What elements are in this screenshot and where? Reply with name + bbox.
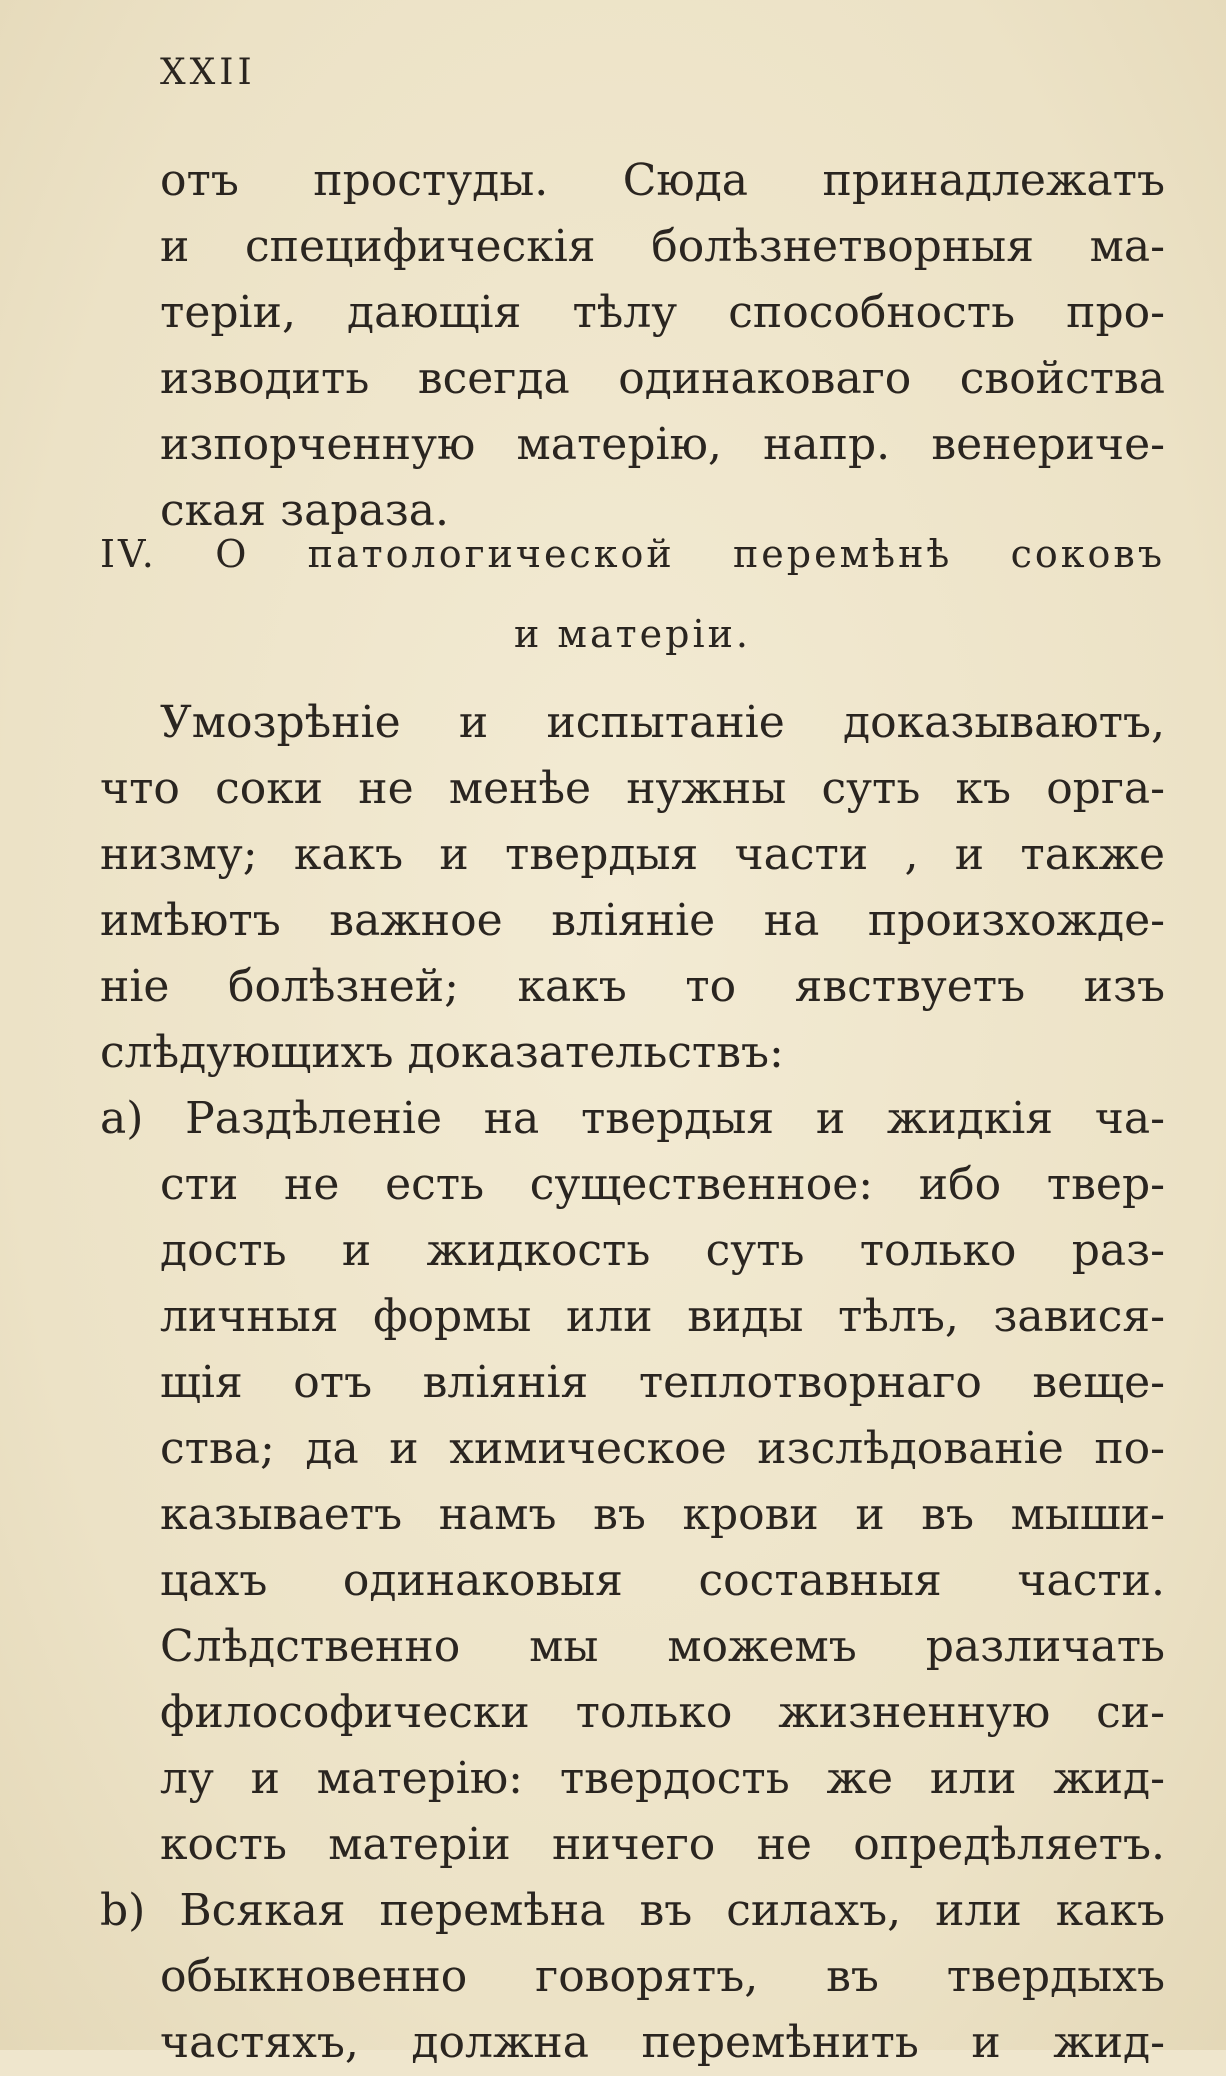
- text-line: частяхъ, должна перемѣнить и жид-: [160, 2017, 1165, 2068]
- list-item-a: a) Раздѣленіе на твердыя и жидкія ча-: [100, 1093, 1165, 1144]
- text-line: Умозрѣніе и испытаніе доказываютъ,: [160, 697, 1165, 748]
- text-line: дость и жидкость суть только раз-: [160, 1225, 1165, 1276]
- text-line: низму; какъ и твердыя части , и также: [100, 829, 1165, 880]
- text-line: щія отъ вліянія теплотворнаго веще-: [160, 1357, 1165, 1408]
- text-line: обыкновенно говорятъ, въ твердыхъ: [160, 1951, 1165, 2002]
- text-line: кость матеріи ничего не опредѣляетъ.: [160, 1819, 1165, 1870]
- text-line: ніе болѣзней; какъ то явствуетъ изъ: [100, 961, 1165, 1012]
- text-line: ская зараза.: [160, 485, 449, 536]
- text-line: изпорченную матерію, напр. венериче-: [160, 419, 1165, 470]
- text-line: теріи, дающія тѣлу способность про-: [160, 287, 1165, 338]
- text-line: личныя формы или виды тѣлъ, завися-: [160, 1291, 1165, 1342]
- text-line: что соки не менѣе нужны суть къ орга-: [100, 763, 1165, 814]
- text-line: казываетъ намъ въ крови и въ мыши-: [160, 1489, 1165, 1540]
- page-number: XXII: [160, 52, 256, 93]
- section-heading-continued: и матеріи.: [513, 612, 751, 656]
- text-line: лу и матерію: твердость же или жид-: [160, 1753, 1165, 1804]
- text-line: и специфическія болѣзнетворныя ма-: [160, 221, 1165, 272]
- paragraph-continuation: [160, 148, 1165, 544]
- text-line: изводить всегда одинаковаго свойства: [160, 353, 1165, 404]
- text-line: отъ простуды. Сюда принадлежатъ: [160, 155, 1165, 206]
- text-line: сти не есть существенное: ибо твер-: [160, 1159, 1165, 1210]
- text-line: имѣютъ важное вліяніе на произхожде-: [100, 895, 1165, 946]
- section-heading: IV. О патологической перемѣнѣ соковъ: [100, 532, 1165, 576]
- text-line: философически только жизненную си-: [160, 1687, 1165, 1738]
- text-line: Слѣдственно мы можемъ различать: [160, 1621, 1165, 1672]
- list-item-b: b) Всякая перемѣна въ силахъ, или какъ: [100, 1885, 1165, 1936]
- text-line: слѣдующихъ доказательствъ:: [100, 1027, 784, 1078]
- text-line: ства; да и химическое изслѣдованіе по-: [160, 1423, 1165, 1474]
- text-line: цахъ одинаковыя составныя части.: [160, 1555, 1165, 1606]
- section-body: [100, 690, 1165, 2076]
